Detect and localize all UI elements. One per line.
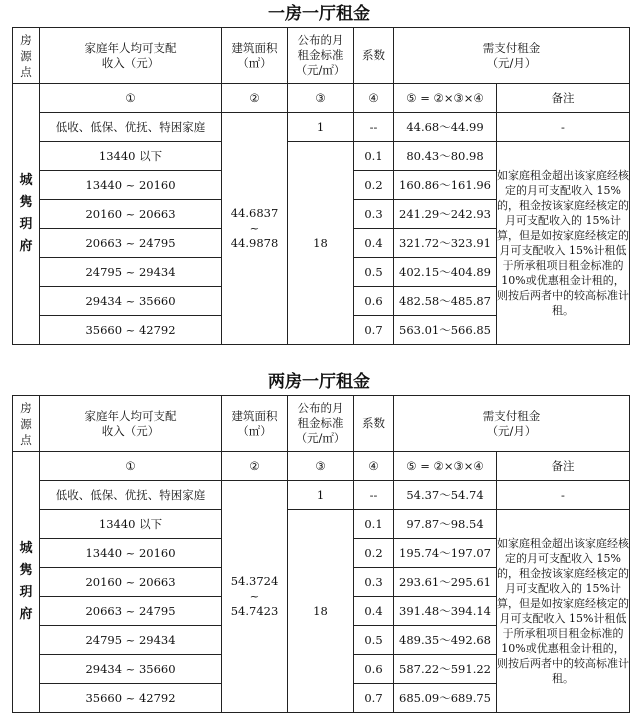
coefficient: 0.6 [354,287,394,316]
income-range: 13440 以下 [40,142,222,171]
index-1: ① [40,452,222,481]
payable-rent: 402.15～404.89 [394,258,497,287]
payable-rent: 97.87～98.54 [394,510,497,539]
coefficient: 0.7 [354,316,394,345]
income-range: 低收、低保、优抚、特困家庭 [40,113,222,142]
header-source: 房源点 [13,396,40,452]
income-range: 29434 ~ 35660 [40,287,222,316]
header-income: 家庭年人均可支配 收入（元） [40,28,222,84]
index-5: ⑤ = ②×③×④ [394,84,497,113]
payable-rent: 54.37～54.74 [394,481,497,510]
coefficient: 0.5 [354,258,394,287]
area-value: 54.3724 ~ 54.7423 [222,481,288,713]
coefficient: 0.4 [354,229,394,258]
index-1: ① [40,84,222,113]
payable-rent: 160.86～161.96 [394,171,497,200]
coefficient: 0.3 [354,200,394,229]
index-2: ② [222,452,288,481]
remark-dash: - [497,113,630,142]
income-range: 低收、低保、优抚、特困家庭 [40,481,222,510]
index-3: ③ [288,452,354,481]
header-source: 房源点 [13,28,40,84]
rent-table-one-bedroom [12,27,630,345]
coefficient: 0.4 [354,597,394,626]
header-rent-standard: 公布的月 租金标准 （元/㎡） [288,28,354,84]
payable-rent: 293.61～295.61 [394,568,497,597]
income-range: 35660 ~ 42792 [40,684,222,713]
rent-standard-value: 18 [288,510,354,713]
index-remark: 备注 [497,452,630,481]
income-range: 13440 ~ 20160 [40,171,222,200]
rent-standard-first: 1 [288,113,354,142]
coefficient: -- [354,113,394,142]
coefficient: 0.2 [354,171,394,200]
payable-rent: 587.22～591.22 [394,655,497,684]
index-2: ② [222,84,288,113]
remark-text: 如家庭租金超出该家庭经核定的月可支配收入 15%的，租金按该家庭经核定的月可支配收入的 15%计算，但是如按家庭经核定的月可支配收入 15%计租低于所承租项目租金标准的 10%或优惠租金计租的，则按后两者中的较高标准计租。 [497,142,630,345]
payable-rent: 391.48～394.14 [394,597,497,626]
coefficient: 0.3 [354,568,394,597]
coefficient: 0.2 [354,539,394,568]
payable-rent: 321.72～323.91 [394,229,497,258]
rent-table-two-bedroom [12,395,630,713]
payable-rent: 195.74～197.07 [394,539,497,568]
coefficient: 0.1 [354,510,394,539]
payable-rent: 80.43～80.98 [394,142,497,171]
header-coefficient: 系数 [354,396,394,452]
income-range: 20663 ~ 24795 [40,597,222,626]
coefficient: 0.7 [354,684,394,713]
income-range: 13440 以下 [40,510,222,539]
header-payable-rent: 需支付租金 （元/月） [394,28,630,84]
source-name-cell: 城隽玥府 [13,452,40,713]
income-range: 29434 ~ 35660 [40,655,222,684]
table-title: 两房一厅租金 [268,372,370,392]
header-payable-rent: 需支付租金 （元/月） [394,396,630,452]
index-3: ③ [288,84,354,113]
remark-dash: - [497,481,630,510]
income-range: 35660 ~ 42792 [40,316,222,345]
payable-rent: 563.01～566.85 [394,316,497,345]
rent-standard-value: 18 [288,142,354,345]
payable-rent: 685.09～689.75 [394,684,497,713]
payable-rent: 44.68～44.99 [394,113,497,142]
coefficient: 0.1 [354,142,394,171]
header-income: 家庭年人均可支配 收入（元） [40,396,222,452]
index-remark: 备注 [497,84,630,113]
income-range: 13440 ~ 20160 [40,539,222,568]
table-title: 一房一厅租金 [268,4,370,24]
coefficient: -- [354,481,394,510]
header-rent-standard: 公布的月 租金标准 （元/㎡） [288,396,354,452]
income-range: 20160 ~ 20663 [40,200,222,229]
coefficient: 0.5 [354,626,394,655]
income-range: 24795 ~ 29434 [40,258,222,287]
income-range: 20160 ~ 20663 [40,568,222,597]
index-4: ④ [354,84,394,113]
income-range: 20663 ~ 24795 [40,229,222,258]
header-coefficient: 系数 [354,28,394,84]
index-5: ⑤ = ②×③×④ [394,452,497,481]
payable-rent: 482.58～485.87 [394,287,497,316]
rent-standard-first: 1 [288,481,354,510]
payable-rent: 241.29～242.93 [394,200,497,229]
remark-text: 如家庭租金超出该家庭经核定的月可支配收入 15%的，租金按该家庭经核定的月可支配收入的 15%计算，但是如按家庭经核定的月可支配收入 15%计租低于所承租项目租金标准的 10%或优惠租金计租的，则按后两者中的较高标准计租。 [497,510,630,713]
coefficient: 0.6 [354,655,394,684]
header-area: 建筑面积 （㎡） [222,28,288,84]
area-value: 44.6837 ~ 44.9878 [222,113,288,345]
index-4: ④ [354,452,394,481]
income-range: 24795 ~ 29434 [40,626,222,655]
source-name-cell: 城隽玥府 [13,84,40,345]
payable-rent: 489.35～492.68 [394,626,497,655]
header-area: 建筑面积 （㎡） [222,396,288,452]
